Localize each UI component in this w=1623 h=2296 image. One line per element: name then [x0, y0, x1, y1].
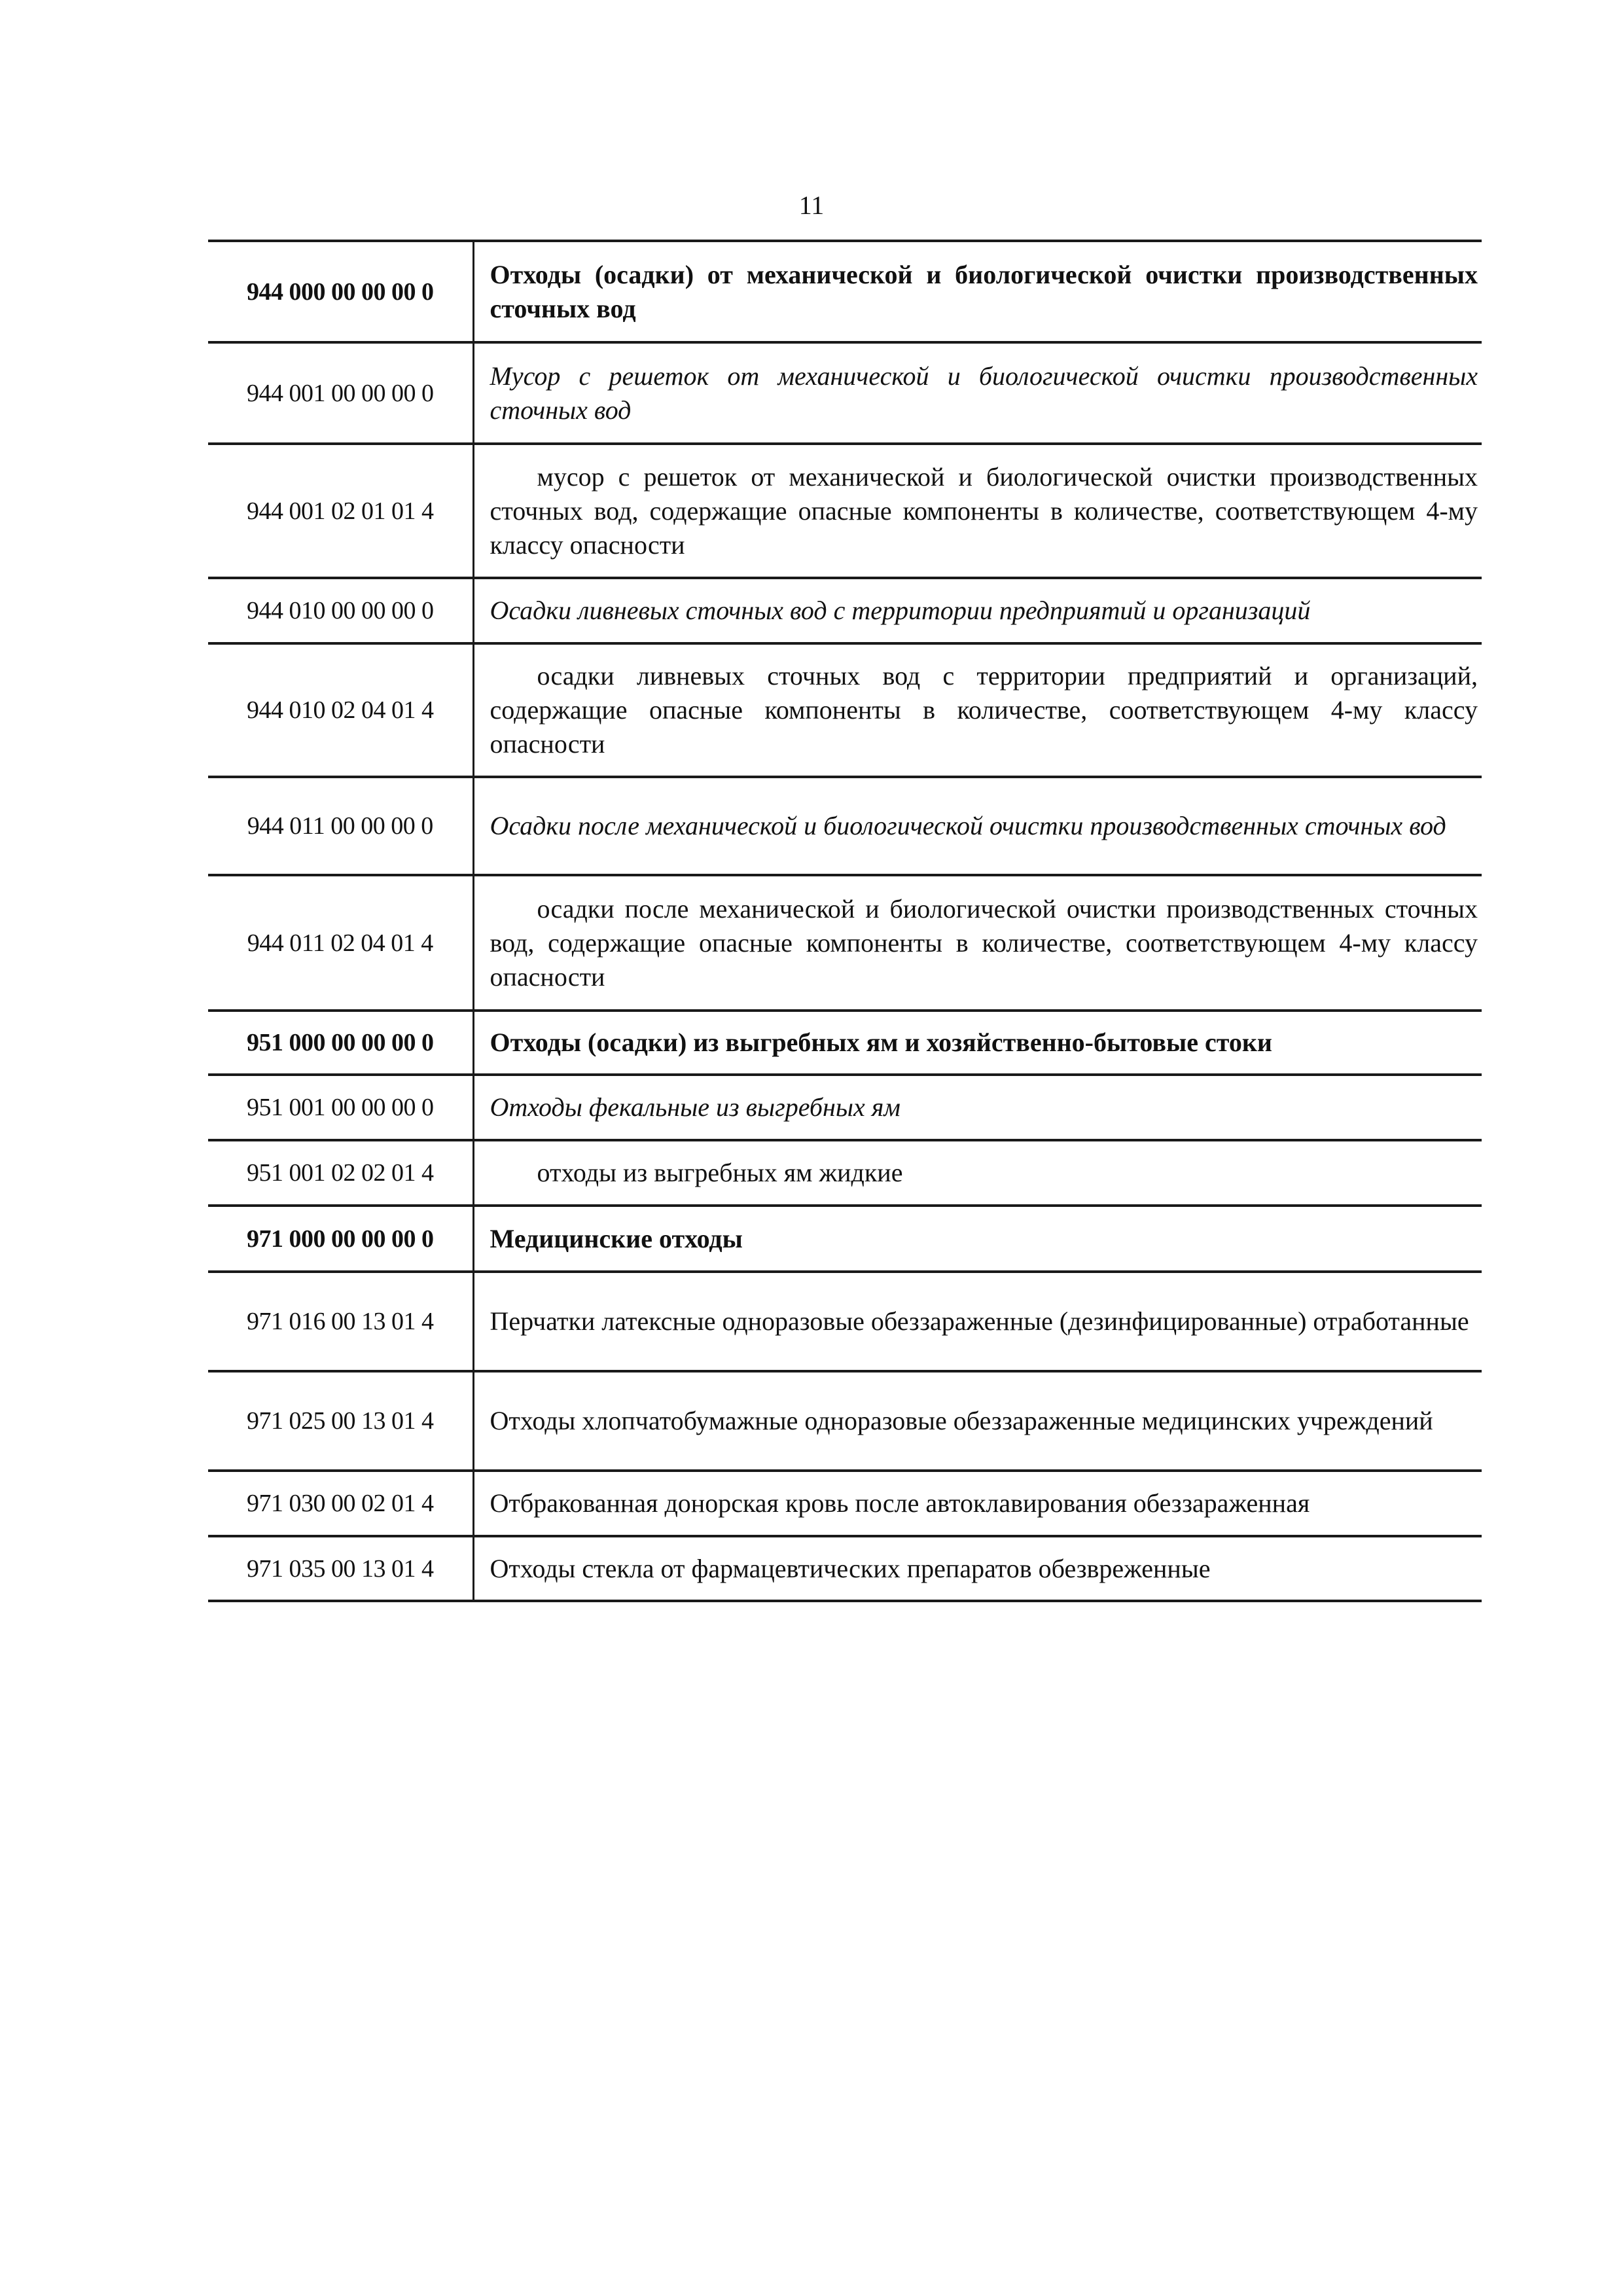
- waste-code: 944 011 00 00 00 0: [208, 777, 473, 875]
- waste-code: 971 016 00 13 01 4: [208, 1272, 473, 1371]
- waste-code: 944 000 00 00 00 0: [208, 241, 473, 342]
- waste-description: Отходы (осадки) из выгребных ям и хозяйственно-бытовые стоки: [473, 1011, 1482, 1075]
- waste-description: Осадки после механической и биологической очистки производственных сточных вод: [473, 777, 1482, 875]
- waste-description: Отходы (осадки) от механической и биологической очистки производственных сточных вод: [473, 241, 1482, 342]
- waste-description: Осадки ливневых сточных вод с территории предприятий и организаций: [473, 578, 1482, 643]
- waste-code: 944 010 00 00 00 0: [208, 578, 473, 643]
- waste-code: 971 030 00 02 01 4: [208, 1471, 473, 1536]
- table-row: [208, 1272, 1482, 1371]
- waste-code: 944 010 02 04 01 4: [208, 643, 473, 777]
- table-row: [208, 1206, 1482, 1272]
- waste-code: 944 011 02 04 01 4: [208, 875, 473, 1011]
- table-row: [208, 1536, 1482, 1601]
- table-row: [208, 777, 1482, 875]
- page-number: 11: [798, 190, 825, 220]
- table-row: [208, 342, 1482, 444]
- table-row: [208, 578, 1482, 643]
- table-row: [208, 1471, 1482, 1536]
- table-row: [208, 875, 1482, 1011]
- waste-description: мусор с решеток от механической и биологической очистки производственных сточных вод, содержащие опасные компоненты в количестве, соответствующем 4-му классу опасности: [473, 444, 1482, 578]
- table-row: [208, 1011, 1482, 1075]
- waste-description: Медицинские отходы: [473, 1206, 1482, 1272]
- waste-description: Отходы стекла от фармацевтических препаратов обезвреженные: [473, 1536, 1482, 1601]
- table-row: [208, 1075, 1482, 1140]
- table-row: [208, 643, 1482, 777]
- waste-description: Перчатки латексные одноразовые обеззараженные (дезинфицированные) отработанные: [473, 1272, 1482, 1371]
- table-row: [208, 444, 1482, 578]
- waste-code: 971 025 00 13 01 4: [208, 1371, 473, 1471]
- waste-description: Мусор с решеток от механической и биологической очистки производственных сточных вод: [473, 342, 1482, 444]
- table-row: [208, 1140, 1482, 1206]
- waste-code: 951 001 02 02 01 4: [208, 1140, 473, 1206]
- waste-description: осадки после механической и биологической очистки производственных сточных вод, содержащие опасные компоненты в количестве, соответствующем 4-му классу опасности: [473, 875, 1482, 1011]
- waste-description: отходы из выгребных ям жидкие: [473, 1140, 1482, 1206]
- waste-description: Отбракованная донорская кровь после автоклавирования обеззараженная: [473, 1471, 1482, 1536]
- waste-description: осадки ливневых сточных вод с территории предприятий и организаций, содержащие опасные компоненты в количестве, соответствующем 4-му классу опасности: [473, 643, 1482, 777]
- waste-code: 951 001 00 00 00 0: [208, 1075, 473, 1140]
- waste-code: 971 035 00 13 01 4: [208, 1536, 473, 1601]
- waste-code: 951 000 00 00 00 0: [208, 1011, 473, 1075]
- table-row: [208, 241, 1482, 342]
- waste-catalog-table: [208, 240, 1482, 1602]
- waste-code: 971 000 00 00 00 0: [208, 1206, 473, 1272]
- waste-description: Отходы хлопчатобумажные одноразовые обеззараженные медицинских учреждений: [473, 1371, 1482, 1471]
- waste-code: 944 001 00 00 00 0: [208, 342, 473, 444]
- waste-description: Отходы фекальные из выгребных ям: [473, 1075, 1482, 1140]
- table-row: [208, 1371, 1482, 1471]
- waste-code: 944 001 02 01 01 4: [208, 444, 473, 578]
